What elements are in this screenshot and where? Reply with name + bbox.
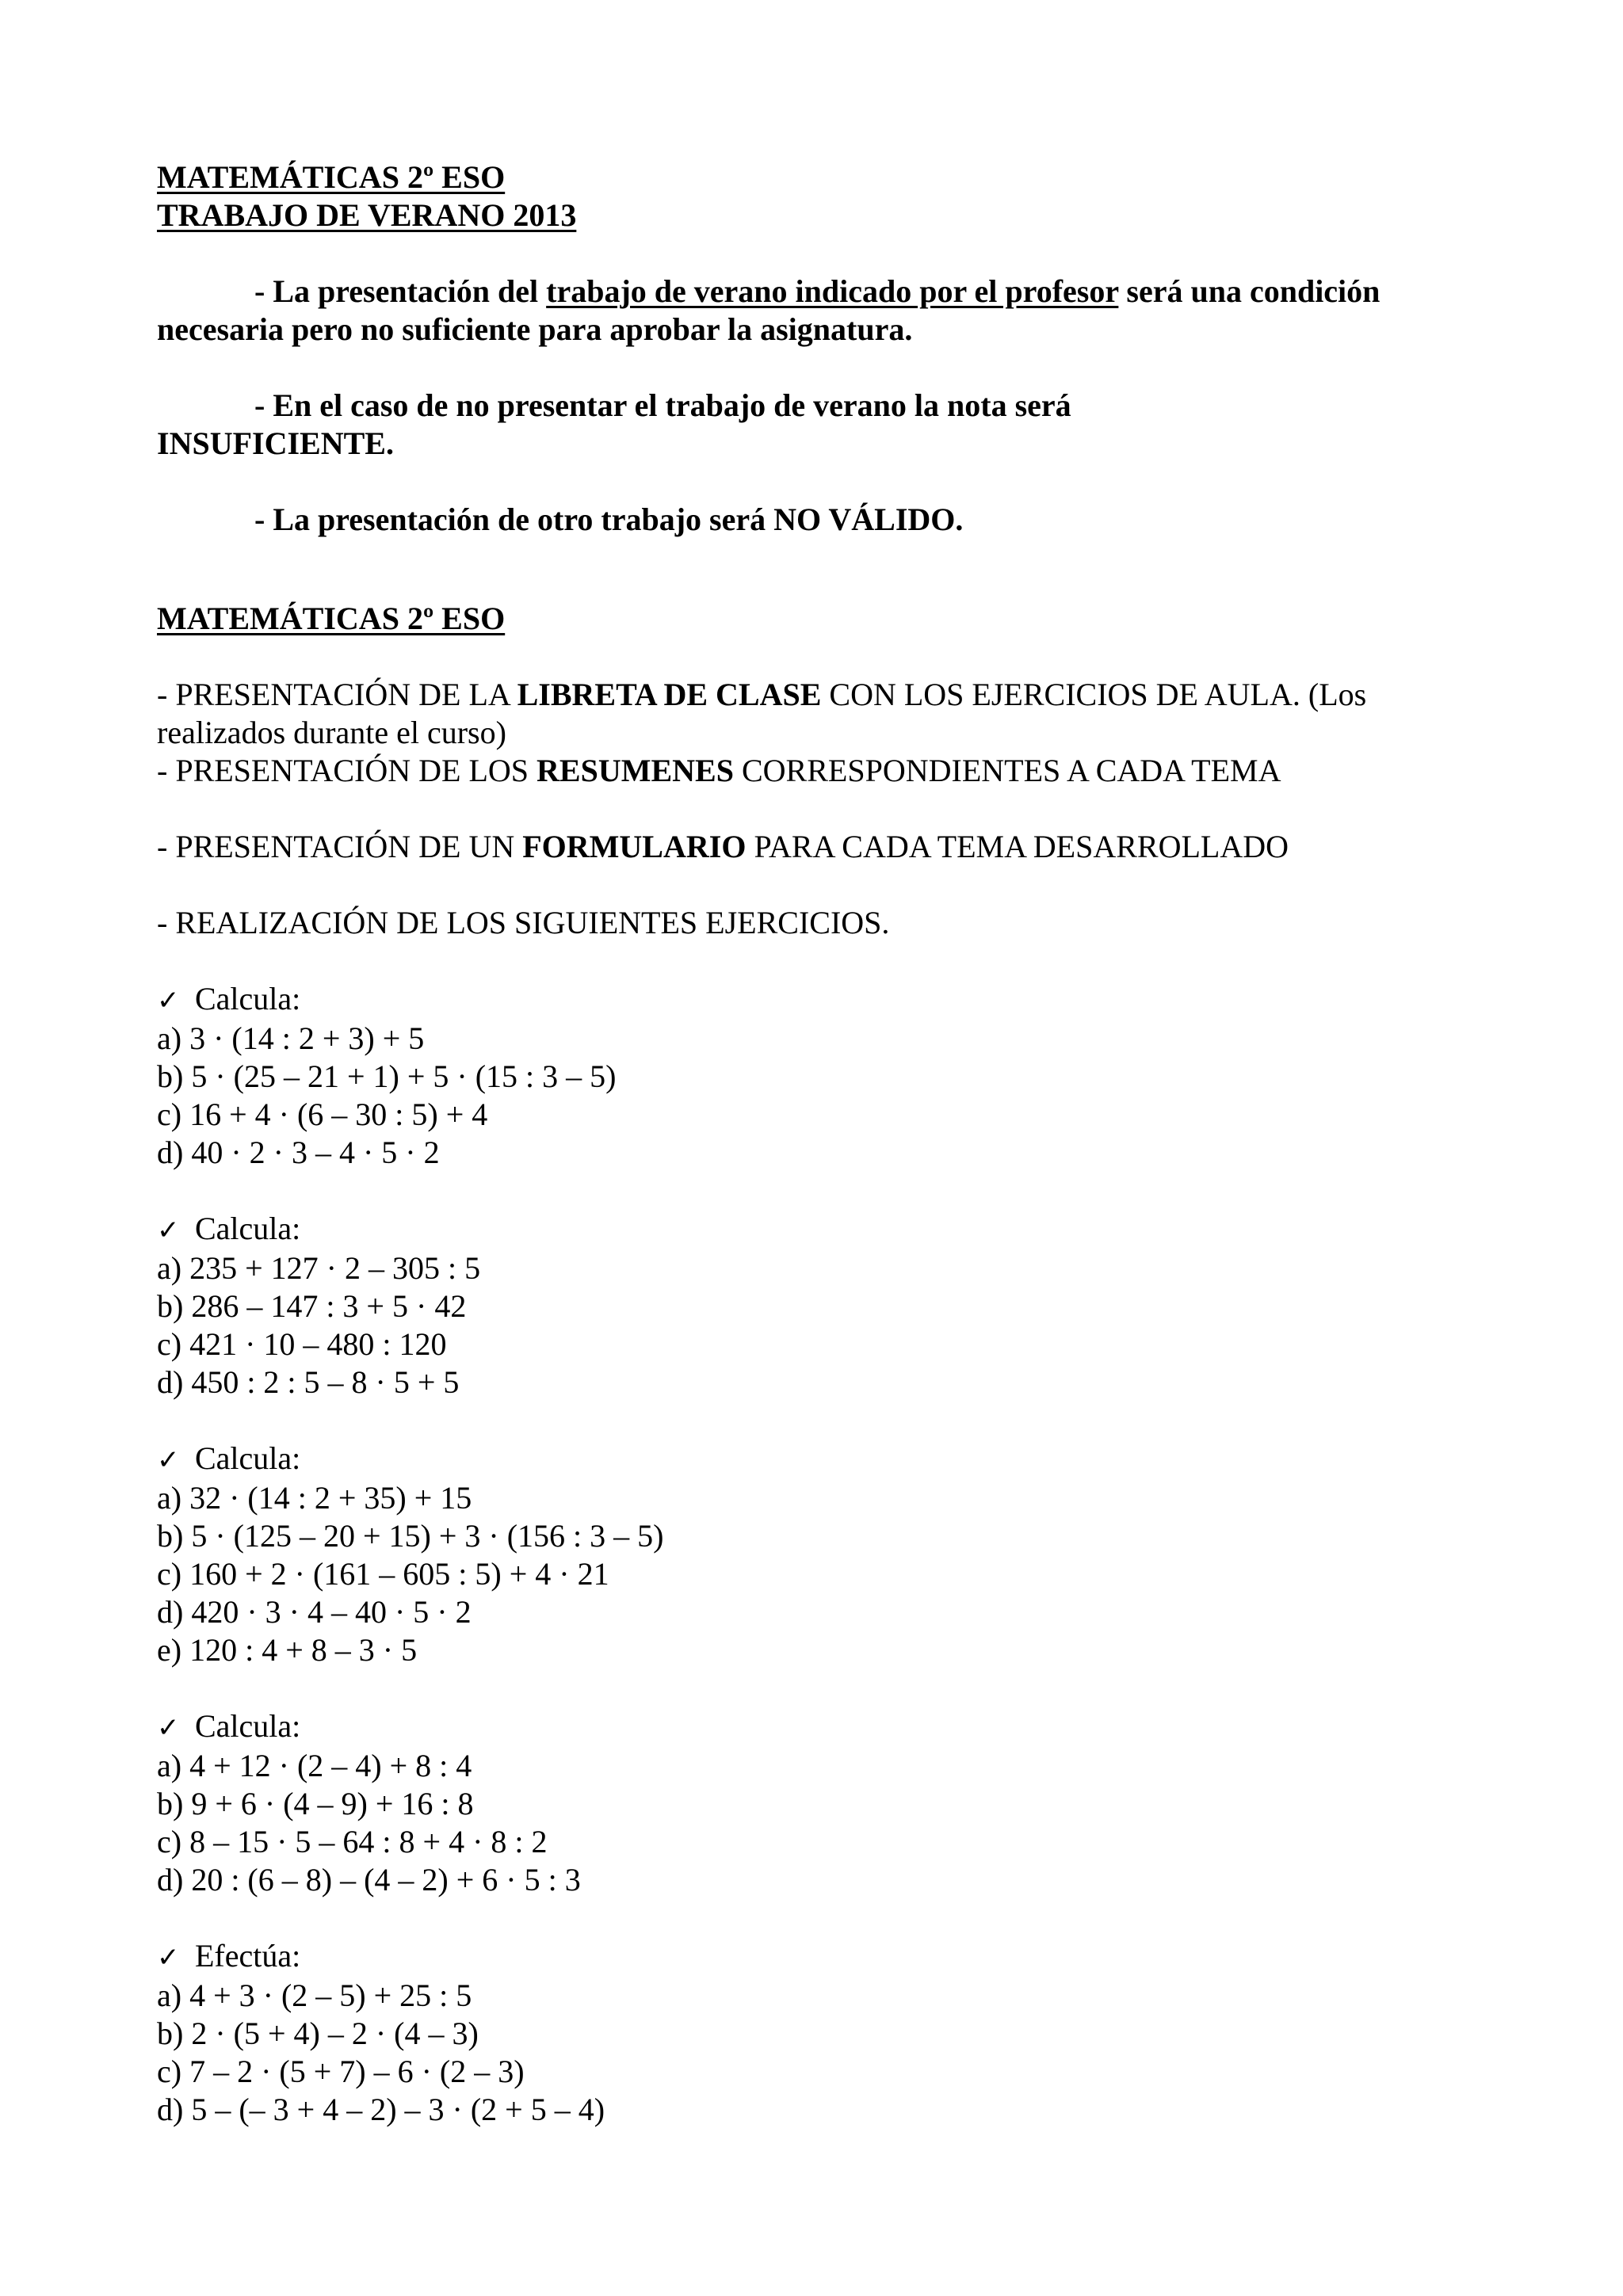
spacer	[157, 1669, 1488, 1707]
exercise-title	[157, 1440, 1488, 1479]
exercise-item: a) 3 · (14 : 2 + 3) + 5	[157, 1020, 425, 1056]
spacer	[157, 539, 1488, 577]
document-page	[157, 158, 1488, 2129]
exercise-item: c) 8 – 15 · 5 – 64 : 8 + 4 · 8 : 2	[157, 1824, 548, 1859]
exercise-item: c) 421 · 10 – 480 : 120	[157, 1326, 447, 1362]
exercise-title	[157, 980, 1488, 1020]
exercise-item: a) 4 + 3 · (2 – 5) + 25 : 5	[157, 1978, 472, 2013]
requirement-text-end: CON LOS EJERCICIOS DE AULA. (Los	[821, 677, 1367, 712]
exercise-title	[157, 1707, 1488, 1747]
note-1-underlined: trabajo de verano indicado por el profesor	[546, 273, 1119, 309]
exercise-item: c) 160 + 2 · (161 – 605 : 5) + 4 · 21	[157, 1556, 609, 1592]
note-1-continuation: necesaria pero no suficiente para aprobar la asignatura.	[157, 311, 913, 347]
exercise-item: b) 2 · (5 + 4) – 2 · (4 – 3)	[157, 2016, 479, 2051]
spacer	[157, 866, 1488, 904]
exercise-item: d) 40 · 2 · 3 – 4 · 5 · 2	[157, 1135, 440, 1170]
exercise-item: b) 286 – 147 : 3 + 5 · 42	[157, 1288, 467, 1324]
exercise-item: c) 16 + 4 · (6 – 30 : 5) + 4	[157, 1097, 488, 1132]
requirement-notebook	[157, 676, 1488, 714]
requirement-bold: FORMULARIO	[522, 829, 747, 864]
checkmark-icon: ✓	[157, 985, 180, 1016]
exercise-title-text: Calcula:	[195, 981, 301, 1016]
note-3: - La presentación de otro trabajo será NO VÁLIDO.	[254, 502, 964, 537]
note-2-continuation: INSUFICIENTE.	[157, 425, 394, 461]
spacer	[157, 235, 1488, 273]
spacer	[157, 463, 1488, 501]
header-subject: MATEMÁTICAS 2º ESO	[157, 159, 506, 195]
exercise-title	[157, 1937, 1488, 1977]
exercise-item: a) 32 · (14 : 2 + 35) + 15	[157, 1480, 472, 1516]
exercise-title	[157, 1210, 1488, 1249]
spacer	[157, 1402, 1488, 1440]
note-1	[157, 273, 1488, 311]
spacer	[157, 349, 1488, 387]
spacer	[157, 1172, 1488, 1210]
exercise-title-text: Calcula:	[195, 1211, 301, 1246]
note-1-text: - La presentación del	[254, 273, 547, 309]
requirement-text-end: PARA CADA TEMA DESARROLLADO	[746, 829, 1289, 864]
note-1-text-end: será una condición	[1118, 273, 1381, 309]
exercise-item: b) 9 + 6 · (4 – 9) + 16 : 8	[157, 1786, 474, 1821]
requirement-notebook-continuation: realizados durante el curso)	[157, 715, 506, 750]
requirement-text: - PRESENTACIÓN DE LA	[157, 677, 517, 712]
exercise-item: d) 5 – (– 3 + 4 – 2) – 3 · (2 + 5 – 4)	[157, 2092, 605, 2127]
requirement-bold: LIBRETA DE CLASE	[517, 677, 822, 712]
requirement-exercises: - REALIZACIÓN DE LOS SIGUIENTES EJERCICIOS.	[157, 905, 890, 940]
spacer	[157, 1899, 1488, 1937]
exercise-item: a) 4 + 12 · (2 – 4) + 8 : 4	[157, 1748, 472, 1783]
spacer	[157, 577, 1488, 600]
exercise-item: b) 5 · (125 – 20 + 15) + 3 · (156 : 3 – 5)	[157, 1518, 664, 1554]
requirement-text: - PRESENTACIÓN DE UN	[157, 829, 523, 864]
spacer	[157, 790, 1488, 828]
exercise-item: d) 20 : (6 – 8) – (4 – 2) + 6 · 5 : 3	[157, 1862, 581, 1897]
exercise-list	[157, 942, 1488, 2129]
requirement-text-end: CORRESPONDIENTES A CADA TEMA	[733, 753, 1281, 788]
checkmark-icon: ✓	[157, 1444, 180, 1476]
checkmark-icon: ✓	[157, 1942, 180, 1974]
exercise-item: a) 235 + 127 · 2 – 305 : 5	[157, 1250, 481, 1286]
spacer	[157, 638, 1488, 676]
spacer	[157, 942, 1488, 980]
header-assignment: TRABAJO DE VERANO 2013	[157, 197, 577, 233]
requirement-text: - PRESENTACIÓN DE LOS	[157, 753, 537, 788]
exercise-title-text: Calcula:	[195, 1440, 301, 1476]
section-title: MATEMÁTICAS 2º ESO	[157, 601, 506, 636]
exercise-item: d) 420 · 3 · 4 – 40 · 5 · 2	[157, 1594, 472, 1630]
exercise-title-text: Efectúa:	[195, 1938, 301, 1974]
requirement-formulary	[157, 828, 1488, 866]
exercise-item: b) 5 · (25 – 21 + 1) + 5 · (15 : 3 – 5)	[157, 1058, 617, 1094]
checkmark-icon: ✓	[157, 1215, 180, 1246]
exercise-title-text: Calcula:	[195, 1708, 301, 1744]
exercise-item: c) 7 – 2 · (5 + 7) – 6 · (2 – 3)	[157, 2054, 525, 2089]
requirement-bold: RESUMENES	[537, 753, 734, 788]
exercise-item: e) 120 : 4 + 8 – 3 · 5	[157, 1632, 418, 1668]
exercise-item: d) 450 : 2 : 5 – 8 · 5 + 5	[157, 1364, 460, 1400]
requirement-summaries	[157, 752, 1488, 790]
checkmark-icon: ✓	[157, 1712, 180, 1744]
note-2: - En el caso de no presentar el trabajo de verano la nota será	[254, 387, 1071, 423]
